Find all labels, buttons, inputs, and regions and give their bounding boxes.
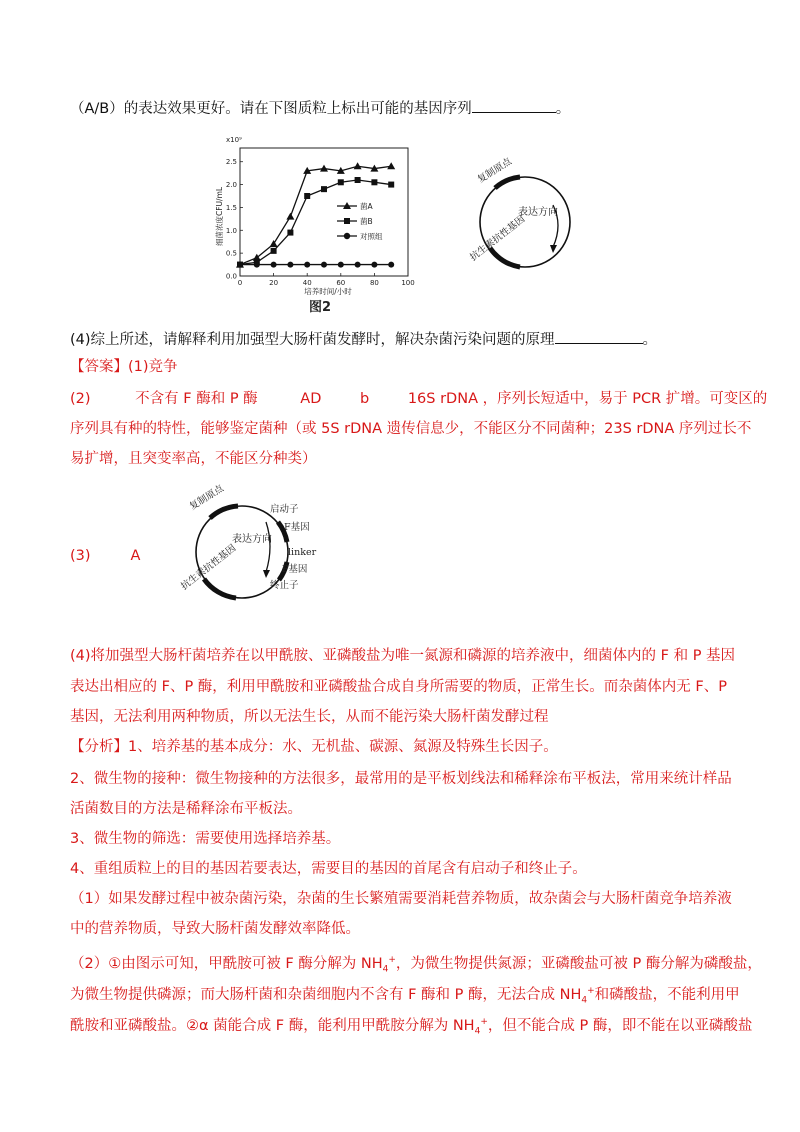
analysis-line-8: （2）①由图示可知，甲酰胺可被 F 酶分解为 $NH_4^+$，为微生物提供氮源；亚磷酸盐可被 P 酶分解为磷酸盐，	[70, 955, 762, 975]
answer-4-line-1: (4)将加强型大肠杆菌培养在以甲酰胺、亚磷酸盐为唯一氮源和磷源的培养液中，细菌体内的 F 和 P 基因	[70, 648, 736, 664]
direction-label-1: 表达方向	[518, 207, 558, 218]
data-point	[287, 262, 293, 268]
analysis-line-5: 4、重组质粒上的目的基因若要表达，需要目的基因的首尾含有启动子和终止子。	[70, 861, 587, 877]
data-point	[271, 248, 277, 254]
terminator-label: 终止子	[270, 580, 299, 591]
answer-2-line-1: (2) 不含有 F 酶和 P 酶 AD b 16S rDNA ，序列长短适中，易于 PCR 扩增。可变区的	[70, 391, 768, 407]
origin-label: 复制原点	[187, 483, 226, 513]
data-point	[321, 262, 327, 268]
data-point	[388, 262, 394, 268]
origin-label: 复制原点	[475, 156, 514, 186]
data-point	[237, 262, 243, 268]
origin-segment	[210, 506, 238, 518]
y-tick-label: 2.0	[225, 181, 237, 190]
question-3-tail: （A/B）的表达效果更好。请在下图质粒上标出可能的基因序列 。	[70, 98, 732, 120]
analysis-line-1: 【分析】1、培养基的基本成分：水、无机盐、碳源、氮源及特殊生长因子。	[70, 739, 558, 755]
plot-area	[226, 148, 415, 287]
analysis-line-10: 酰胺和亚磷酸盐。②α 菌能合成 F 酶，能利用甲酰胺分解为 $NH_4^+$，但不能合成 P 酶，即不能在以亚磷酸盐	[70, 1017, 753, 1037]
data-point	[338, 179, 344, 185]
data-point	[271, 262, 277, 268]
answer-4-line-3: 基因，无法利用两种物质，所以无法生长，从而不能污染大肠杆菌发酵过程	[70, 709, 549, 725]
plasmid-answer-diagram	[170, 476, 350, 618]
x-tick-label: 80	[369, 279, 379, 287]
legend-entry: 菌A	[360, 202, 373, 211]
x-tick-label: 60	[336, 279, 346, 287]
data-point	[286, 213, 294, 220]
analysis-line-9: 为微生物提供磷源；而大肠杆菌和杂菌细胞内不含有 F 酶和 P 酶，无法合成 $NH_4^+$和磷酸盐，不能利用甲	[70, 986, 740, 1006]
data-point	[254, 262, 260, 268]
plasmid-diagram	[450, 145, 590, 295]
answer-blank	[472, 98, 556, 113]
analysis-line-3: 活菌数目的方法是稀释涂布平板法。	[70, 801, 302, 817]
answer-2-line-3: 易扩增，且突变率高，不能区分种类）	[70, 451, 317, 467]
data-point	[371, 262, 377, 268]
data-point	[387, 162, 395, 169]
data-point	[371, 179, 377, 185]
f-gene-label: F基因	[284, 522, 310, 533]
growth-chart	[210, 128, 430, 318]
data-point	[287, 230, 293, 236]
analysis-line-2: 2、微生物的接种：微生物接种的方法很多，最常用的是平板划线法和稀释涂布平板法，常用来统计样品	[70, 771, 732, 787]
data-point	[320, 165, 328, 172]
answer-4-line-2: 表达出相应的 F、P 酶，利用甲酰胺和亚磷酸盐合成自身所需要的物质，正常生长。而杂菌体内无 F、P	[70, 679, 727, 695]
resistance-segment	[204, 579, 236, 598]
exp-label: x10⁹	[226, 136, 242, 144]
analysis-line-4: 3、微生物的筛选：需要使用选择培养基。	[70, 831, 341, 847]
arrow-head	[550, 245, 557, 253]
linker-label: linker	[288, 547, 317, 558]
data-point	[304, 262, 310, 268]
legend-marker-circle	[344, 233, 350, 239]
legend	[337, 201, 383, 241]
data-point	[355, 177, 361, 183]
direction-arrow	[266, 522, 270, 572]
data-point	[355, 262, 361, 268]
answer-2-line-2: 序列具有种的特性，能够鉴定菌种（或 5S rDNA 遗传信息少，不能区分不同菌种；23S rDNA 序列过长不	[70, 421, 752, 437]
data-point	[270, 240, 278, 247]
answer-1: 【答案】(1)竞争	[70, 359, 178, 375]
p-gene-label: P基因	[282, 564, 308, 575]
y-tick-label: 1.0	[225, 226, 237, 235]
y-tick-label: 2.5	[225, 158, 237, 167]
arrow-head	[263, 570, 270, 578]
data-point	[354, 162, 362, 169]
x-axis-label: 培养时间/小时	[304, 287, 352, 296]
resistance-segment	[490, 248, 520, 267]
data-point	[304, 193, 310, 199]
resistance-label: 抗生素抗性基因	[179, 542, 239, 593]
answer-blank	[555, 329, 643, 344]
data-point	[388, 182, 394, 188]
legend-entry: 对照组	[360, 232, 383, 241]
x-tick-label: 20	[269, 279, 279, 287]
promoter-label: 启动子	[270, 504, 299, 515]
legend-entry: 菌B	[360, 217, 373, 226]
y-axis-label: 细菌浓度CFU/mL	[215, 186, 224, 246]
y-tick-label: 0.5	[225, 249, 237, 258]
y-tick-label: 0.0	[225, 272, 237, 281]
data-point	[338, 262, 344, 268]
data-point	[321, 186, 327, 192]
legend-marker-square	[344, 218, 350, 224]
figure-caption: 图2	[308, 300, 332, 315]
origin-segment	[495, 177, 520, 188]
answer-3: (3) A	[70, 548, 141, 564]
x-tick-label: 40	[302, 279, 312, 287]
direction-label-2: 表达方向	[232, 534, 272, 545]
y-tick-label: 1.5	[225, 203, 237, 212]
question-4: (4)综上所述，请解释利用加强型大肠杆菌发酵时，解决杂菌污染问题的原理 。	[70, 329, 732, 351]
analysis-line-6: （1）如果发酵过程中被杂菌污染，杂菌的生长繁殖需要消耗营养物质，故杂菌会与大肠杆菌竞争培养液	[70, 891, 732, 907]
x-tick-label: 0	[237, 279, 243, 287]
analysis-line-7: 中的营养物质，导致大肠杆菌发酵效率降低。	[70, 921, 360, 937]
resistance-label: 抗生素抗性基因	[468, 213, 528, 264]
x-tick-label: 100	[401, 279, 415, 287]
